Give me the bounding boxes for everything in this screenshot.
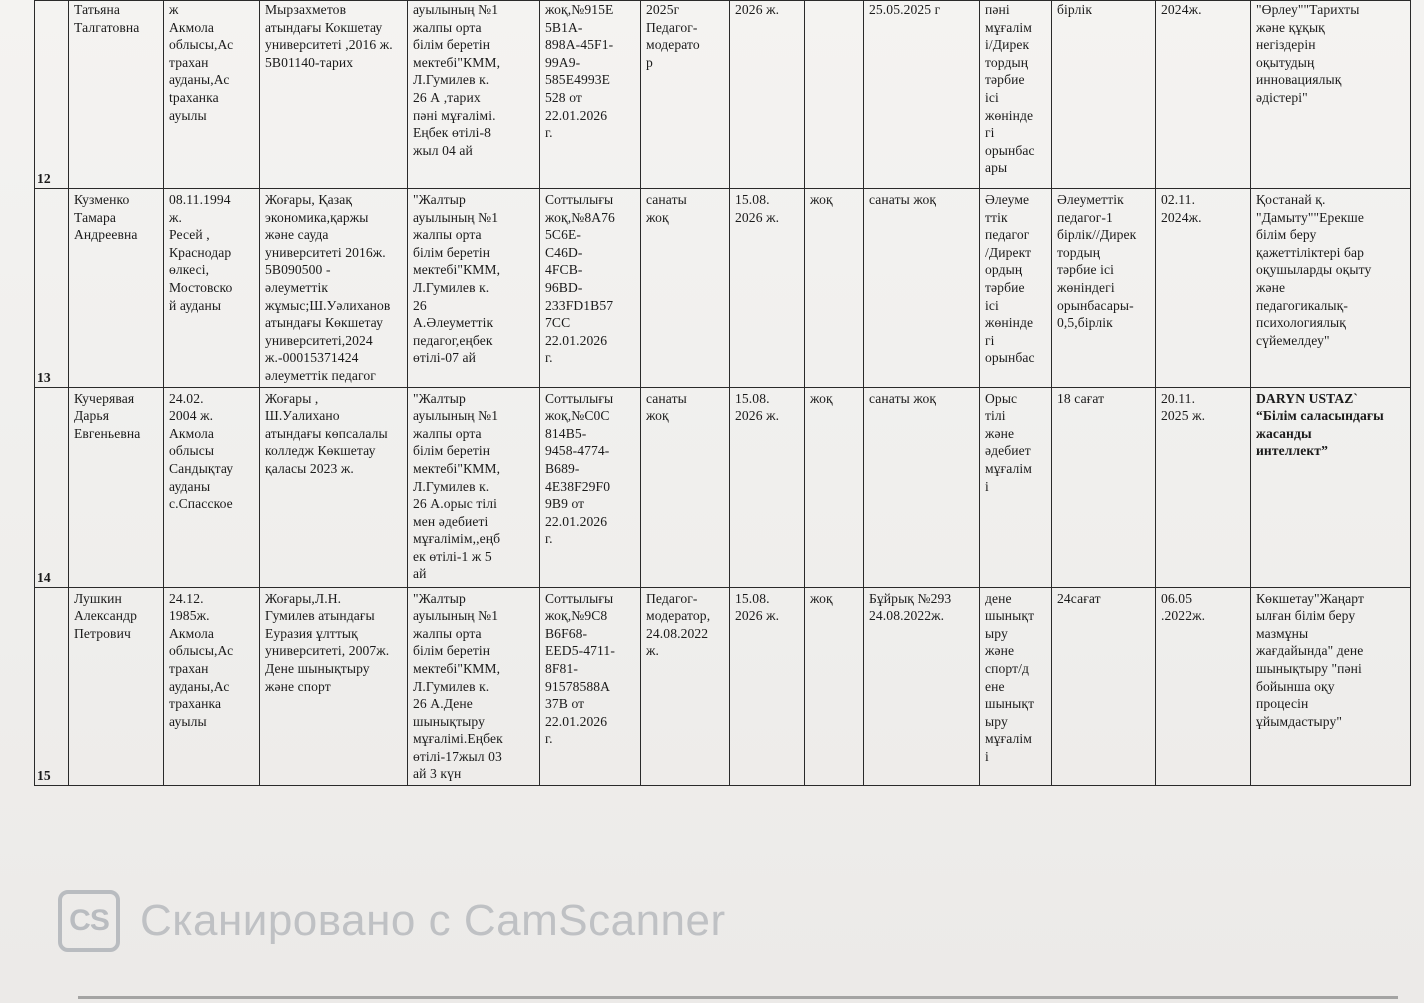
education-cell bbox=[260, 1, 408, 189]
position-cell-text: дене шынықт ыру және спорт/д ене шынықт ыру мұғалім і bbox=[985, 590, 1035, 764]
certificate-cell-text: жоқ,№915Е 5В1А- 898А-45F1- 99А9- 585Е4993Е 528 от 22.01.2026 г. bbox=[545, 2, 614, 141]
load-cell-text: Әлеуметтік педагог-1 бірлік//Дирек тордың тәрбие ісі жөніндегі орынбасары- 0,5,бірлік bbox=[1057, 192, 1137, 331]
table-row bbox=[35, 189, 1411, 388]
workplace-cell bbox=[408, 189, 540, 388]
name-cell-text: Кучерявая Дарья Евгеньевна bbox=[74, 390, 141, 441]
certificate-cell bbox=[540, 387, 641, 587]
birth-cell bbox=[164, 387, 260, 587]
validity-cell-text: 15.08. 2026 ж. bbox=[735, 590, 780, 624]
birth-cell bbox=[164, 189, 260, 388]
position-cell bbox=[980, 1, 1052, 189]
page-bottom-edge bbox=[78, 996, 1398, 999]
order-cell bbox=[864, 387, 980, 587]
education-cell bbox=[260, 387, 408, 587]
watermark-text: Сканировано с CamScanner bbox=[140, 896, 726, 945]
validity-cell bbox=[730, 387, 805, 587]
certificate-cell bbox=[540, 587, 641, 786]
education-cell bbox=[260, 189, 408, 388]
name-cell bbox=[69, 189, 164, 388]
course-cell bbox=[1251, 1, 1411, 189]
awards-cell bbox=[805, 587, 864, 786]
certificate-cell-text: Соттылығы жоқ,№С0С 814В5- 9458-4774- В689- 4Е38F29F0 9В9 от 22.01.2026 г. bbox=[545, 390, 614, 547]
birth-cell-text: ж Акмола облысы,Ас трахан ауданы,Ас tраханка ауылы bbox=[169, 2, 234, 123]
course-date-cell bbox=[1156, 1, 1251, 189]
validity-cell-text: 15.08. 2026 ж. bbox=[735, 390, 780, 424]
order-cell-text: санаты жоқ bbox=[869, 390, 937, 406]
education-cell-text: Жоғары,Л.Н. Гумилев атындағы Еуразия ұлттық университеті, 2007ж. Дене шынықтыру және спорт bbox=[265, 590, 390, 694]
name-cell bbox=[69, 387, 164, 587]
position-cell-text: Әлеуме ттік педагог /Директ ордың тәрбие ісі жөнінде гі орынбас bbox=[985, 192, 1035, 366]
table-row bbox=[35, 387, 1411, 587]
workplace-cell-text: "Жалтыр ауылының №1 жалпы орта білім беретін мектебі"КММ, Л.Гумилев к. 26 А.Әлеуметтік педагог,еңбек өтілі-07 ай bbox=[413, 192, 501, 366]
education-cell-text: Жоғары, Қазақ экономика,қаржы және сауда университеті 2016ж. 5В090500 - әлеуметтік жұмыс;Ш.Уәлиханов атындағы Көкшетау университеті,2024 ж.-00015371424 әлеуметтік педагог bbox=[265, 192, 391, 383]
staff-table bbox=[34, 0, 1411, 786]
workplace-cell bbox=[408, 387, 540, 587]
table-row bbox=[35, 1, 1411, 189]
awards-cell bbox=[805, 387, 864, 587]
workplace-cell-text: "Жалтыр ауылының №1 жалпы орта білім беретін мектебі"КММ, Л.Гумилев к. 26 А.орыс тілі мен әдебиеті мұғалімім,,еңб ек өтілі-1 ж 5 ай bbox=[413, 390, 501, 582]
course-date-cell-text: 20.11. 2025 ж. bbox=[1161, 390, 1206, 424]
birth-cell bbox=[164, 1, 260, 189]
certificate-cell bbox=[540, 1, 641, 189]
validity-cell bbox=[730, 587, 805, 786]
table-row bbox=[35, 587, 1411, 786]
course-date-cell-text: 2024ж. bbox=[1161, 2, 1202, 17]
row-number: 12 bbox=[35, 1, 69, 189]
position-cell bbox=[980, 189, 1052, 388]
order-cell bbox=[864, 1, 980, 189]
certificate-cell-text: Соттылығы жоқ,№9С8 В6F68- EED5-4711- 8F81- 91578588А 37В от 22.01.2026 г. bbox=[545, 590, 615, 747]
workplace-cell-text: ауылының №1 жалпы орта білім беретін мектебі"КММ, Л.Гумилев к. 26 А ,тарих пәні мұғалімі. Еңбек өтілі-8 жыл 04 ай bbox=[413, 2, 501, 158]
load-cell-text: 18 сағат bbox=[1057, 390, 1105, 406]
category-cell-text: Педагог- модератор, 24.08.2022 ж. bbox=[646, 590, 711, 659]
load-cell bbox=[1052, 189, 1156, 388]
name-cell-text: Лушкин Александр Петрович bbox=[74, 590, 138, 641]
order-cell bbox=[864, 587, 980, 786]
birth-cell bbox=[164, 587, 260, 786]
category-cell-text: санаты жоқ bbox=[646, 192, 687, 225]
validity-cell bbox=[730, 1, 805, 189]
birth-cell-text: 24.12. 1985ж. Акмола облысы,Ас трахан ауданы,Ас траханка ауылы bbox=[169, 590, 234, 729]
birth-cell-text: 24.02. 2004 ж. Акмола облысы Сандықтау ауданы с.Спасское bbox=[169, 390, 234, 512]
name-cell bbox=[69, 587, 164, 786]
workplace-cell bbox=[408, 1, 540, 189]
order-cell-text: 25.05.2025 г bbox=[869, 2, 941, 17]
course-date-cell bbox=[1156, 587, 1251, 786]
course-date-cell-text: 02.11. 2024ж. bbox=[1161, 192, 1202, 225]
education-cell-text: Жоғары , Ш.Уалихано атындағы көпсалалы колледж Көкшетау қаласы 2023 ж. bbox=[265, 390, 388, 476]
course-cell-text: Қостанай қ. "Дамыту""Ерекше білім беру қажеттіліктері бар оқушыларды оқыту және педагогикалық- психологиялық сүйемелдеу" bbox=[1256, 192, 1372, 348]
birth-cell-text: 08.11.1994 ж. Ресей , Краснодар өлкесі, Мостовско й ауданы bbox=[169, 192, 233, 313]
course-date-cell bbox=[1156, 387, 1251, 587]
validity-cell bbox=[730, 189, 805, 388]
load-cell bbox=[1052, 1, 1156, 189]
position-cell-text: Орыс тілі және әдебиет мұғалім і bbox=[985, 390, 1032, 494]
order-cell-text: санаты жоқ bbox=[869, 192, 937, 207]
position-cell bbox=[980, 387, 1052, 587]
name-cell-text: Татьяна Талгатовна bbox=[74, 2, 140, 35]
awards-cell-text: жоқ bbox=[810, 390, 833, 406]
camscanner-watermark bbox=[58, 888, 726, 954]
order-cell bbox=[864, 189, 980, 388]
load-cell-text: бірлік bbox=[1057, 2, 1093, 17]
validity-cell-text: 15.08. 2026 ж. bbox=[735, 192, 780, 225]
camscanner-logo-icon: CS bbox=[58, 890, 120, 952]
position-cell-text: пәні мұғалім і/Дирек тордың тәрбие ісі жөнінде гі орынбас ары bbox=[985, 2, 1035, 176]
row-number: 15 bbox=[35, 587, 69, 786]
row-number: 13 bbox=[35, 189, 69, 388]
certificate-cell bbox=[540, 189, 641, 388]
load-cell bbox=[1052, 587, 1156, 786]
load-cell-text: 24сағат bbox=[1057, 590, 1101, 606]
course-date-cell-text: 06.05 .2022ж. bbox=[1161, 590, 1206, 624]
category-cell bbox=[641, 1, 730, 189]
course-cell-text: "Өрлеу""Тарихты және құқық негіздерін оқытудың инновациялық әдістері" bbox=[1256, 2, 1360, 105]
education-cell bbox=[260, 587, 408, 786]
awards-cell-text: жоқ bbox=[810, 590, 833, 606]
order-cell-text: Бұйрық №293 24.08.2022ж. bbox=[869, 590, 952, 624]
course-date-cell bbox=[1156, 189, 1251, 388]
awards-cell-text: жоқ bbox=[810, 192, 833, 207]
category-cell bbox=[641, 387, 730, 587]
education-cell-text: Мырзахметов атындағы Кокшетау университеті ,2016 ж. 5В01140-тарих bbox=[265, 2, 393, 70]
name-cell-text: Кузменко Тамара Андреевна bbox=[74, 192, 138, 243]
awards-cell bbox=[805, 189, 864, 388]
validity-cell-text: 2026 ж. bbox=[735, 2, 780, 17]
course-cell bbox=[1251, 189, 1411, 388]
certificate-cell-text: Соттылығы жоқ,№8А76 5С6Е- С46D- 4FCB- 96BD- 233FD1B57 7CC 22.01.2026 г. bbox=[545, 192, 615, 366]
name-cell bbox=[69, 1, 164, 189]
category-cell-text: 2025г Педагог- модерато р bbox=[646, 2, 700, 70]
category-cell-text: санаты жоқ bbox=[646, 390, 687, 424]
position-cell bbox=[980, 587, 1052, 786]
category-cell bbox=[641, 189, 730, 388]
course-cell-text: DARYN USTAZ` “Білім саласындағы жасанды интеллект” bbox=[1256, 390, 1384, 459]
awards-cell bbox=[805, 1, 864, 189]
workplace-cell bbox=[408, 587, 540, 786]
course-cell-text: Көкшетау"Жаңарт ылған білім беру мазмұны жағдайында" дене шынықтыру "пәні бойынша оқу процесін ұйымдастыру" bbox=[1256, 590, 1365, 729]
course-cell bbox=[1251, 587, 1411, 786]
row-number: 14 bbox=[35, 387, 69, 587]
workplace-cell-text: "Жалтыр ауылының №1 жалпы орта білім беретін мектебі"КММ, Л.Гумилев к. 26 А.Дене шынықтыру мұғалімі.Еңбек өтілі-17жыл 03 ай 3 күн bbox=[413, 590, 503, 782]
course-cell bbox=[1251, 387, 1411, 587]
load-cell bbox=[1052, 387, 1156, 587]
category-cell bbox=[641, 587, 730, 786]
